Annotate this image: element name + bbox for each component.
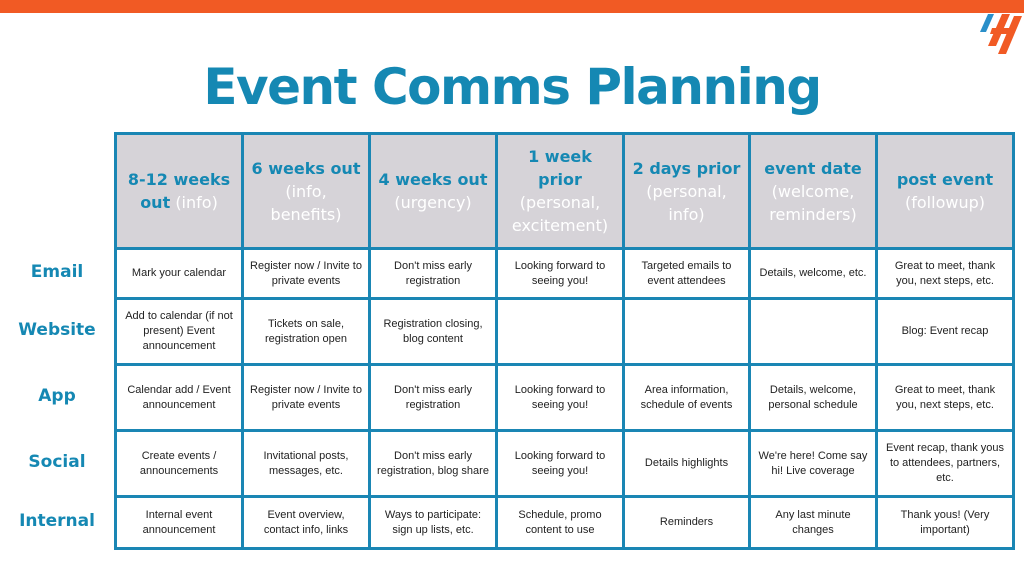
table-cell <box>624 299 750 365</box>
table-cell: We're here! Come say hi! Live coverage <box>750 431 877 497</box>
table-cell: Great to meet, thank you, next steps, etc. <box>877 365 1014 431</box>
table-cell: Event recap, thank yous to attendees, partners, etc. <box>877 431 1014 497</box>
table-cell: Add to calendar (if not present) Event announcement <box>116 299 243 365</box>
table-cell: Targeted emails to event attendees <box>624 249 750 299</box>
table-cell: Register now / Invite to private events <box>243 365 370 431</box>
column-header: 6 weeks out (info, benefits) <box>243 134 370 249</box>
table-cell: Schedule, promo content to use <box>497 497 624 549</box>
column-header: 1 week prior (personal, excitement) <box>497 134 624 249</box>
table-cell: Details, welcome, etc. <box>750 249 877 299</box>
brand-logo-icon <box>978 10 1024 56</box>
row-label-social: Social <box>28 452 86 472</box>
table-row-internal <box>116 497 1014 549</box>
table-cell <box>497 299 624 365</box>
table-cell: Don't miss early registration <box>370 249 497 299</box>
column-header: event date (welcome, reminders) <box>750 134 877 249</box>
column-header: post event (followup) <box>877 134 1014 249</box>
comms-planning-table <box>114 132 1015 550</box>
table-cell: Don't miss early registration, blog share <box>370 431 497 497</box>
table-cell: Details, welcome, personal schedule <box>750 365 877 431</box>
table-cell: Internal event announcement <box>116 497 243 549</box>
table-cell: Don't miss early registration <box>370 365 497 431</box>
table-row-social <box>116 431 1014 497</box>
row-label-internal: Internal <box>19 511 95 531</box>
row-label-email: Email <box>30 262 84 282</box>
table-row-app <box>116 365 1014 431</box>
table-cell: Area information, schedule of events <box>624 365 750 431</box>
table-cell: Reminders <box>624 497 750 549</box>
table-cell: Registration closing, blog content <box>370 299 497 365</box>
row-label-website: Website <box>18 320 96 340</box>
table-cell: Great to meet, thank you, next steps, etc. <box>877 249 1014 299</box>
table-cell: Ways to participate: sign up lists, etc. <box>370 497 497 549</box>
table-row-email <box>116 249 1014 299</box>
table-cell: Details highlights <box>624 431 750 497</box>
page-title: Event Comms Planning <box>203 58 821 116</box>
table-cell: Event overview, contact info, links <box>243 497 370 549</box>
top-accent-bar <box>0 0 1024 13</box>
table-cell: Calendar add / Event announcement <box>116 365 243 431</box>
table-cell: Create events / announcements <box>116 431 243 497</box>
table-cell: Looking forward to seeing you! <box>497 431 624 497</box>
table-cell: Mark your calendar <box>116 249 243 299</box>
column-header: 8-12 weeks out (info) <box>116 134 243 249</box>
table-cell: Thank yous! (Very important) <box>877 497 1014 549</box>
table-cell <box>750 299 877 365</box>
table-cell: Tickets on sale, registration open <box>243 299 370 365</box>
table-row-website <box>116 299 1014 365</box>
table-cell: Any last minute changes <box>750 497 877 549</box>
row-label-app: App <box>38 386 76 406</box>
table-cell: Looking forward to seeing you! <box>497 249 624 299</box>
header-row <box>116 134 1014 249</box>
table-cell: Blog: Event recap <box>877 299 1014 365</box>
table-cell: Invitational posts, messages, etc. <box>243 431 370 497</box>
table-cell: Register now / Invite to private events <box>243 249 370 299</box>
column-header: 2 days prior (personal, info) <box>624 134 750 249</box>
table-cell: Looking forward to seeing you! <box>497 365 624 431</box>
column-header: 4 weeks out (urgency) <box>370 134 497 249</box>
